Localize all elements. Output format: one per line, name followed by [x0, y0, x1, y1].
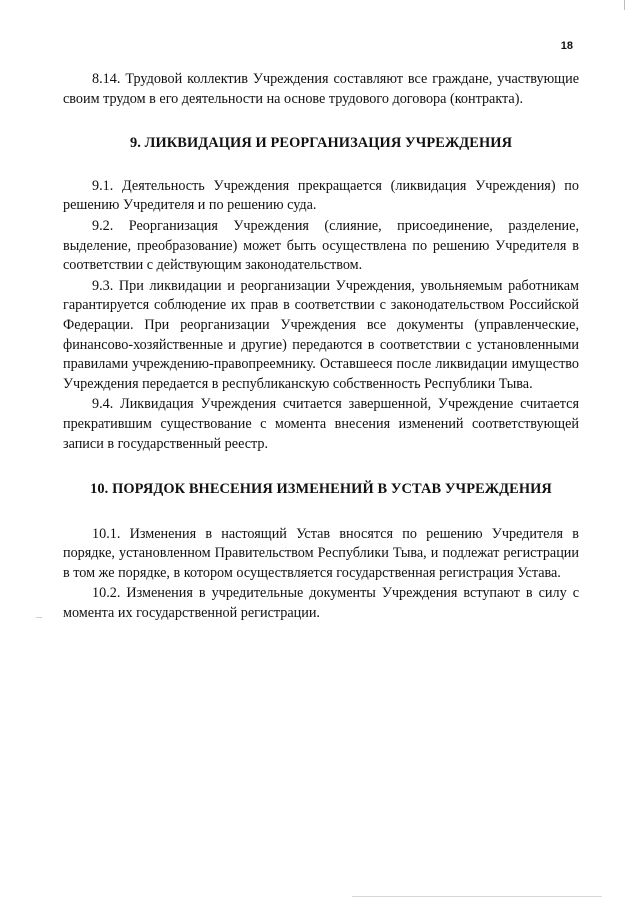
scan-bottom-rule — [352, 896, 602, 897]
scan-edge-mark — [624, 0, 625, 10]
section-heading-9: 9. ЛИКВИДАЦИЯ И РЕОРГАНИЗАЦИЯ УЧРЕЖДЕНИЯ — [129, 135, 513, 152]
section-heading-10: 10. ПОРЯДОК ВНЕСЕНИЯ ИЗМЕНЕНИЙ В УСТАВ УЧРЕЖДЕНИЯ — [90, 481, 552, 498]
scan-margin-mark — [36, 617, 42, 618]
page-number: 18 — [560, 40, 573, 52]
paragraph-10-2: 10.2. Изменения в учредительные документы Учреждения вступают в силу с момента их государственной регистрации. — [63, 585, 579, 622]
paragraph-9-3: 9.3. При ликвидации и реорганизации Учреждения, увольняемым работникам гарантируется соблюдение их прав в соответствии с законодательством Российской Федерации. При реорганизации Учреждения все документы (управленческие, финансово-хозяйственные и другие) передаются в соответствии с установленными правилами учреждению-правопреемнику. Оставшееся после ликвидации имущество Учреждения передается в республиканскую собственность Республики Тыва. — [63, 277, 579, 392]
document-body — [63, 70, 579, 625]
paragraph-9-4: 9.4. Ликвидация Учреждения считается завершенной, Учреждение считается прекратившим существование с момента внесения изменений соответствующей записи в государственный реестр. — [63, 396, 579, 452]
paragraph-9-1: 9.1. Деятельность Учреждения прекращается (ликвидация Учреждения) по решению Учредителя и по решению суда. — [63, 177, 579, 214]
paragraph-9-2: 9.2. Реорганизация Учреждения (слияние, присоединение, разделение, выделение, преобразование) может быть осуществлена по решению Учредителя в соответствии с действующим законодательством. — [63, 217, 579, 274]
paragraph-8-14: 8.14. Трудовой коллектив Учреждения составляют все граждане, участвующие своим трудом в его деятельности на основе трудового договора (контракта). — [63, 71, 579, 107]
paragraph-10-1: 10.1. Изменения в настоящий Устав вносятся по решению Учредителя в порядке, установленном Правительством Республики Тыва, и подлежат регистрации в том же порядке, в котором осуществляется государственная регистрация Устава. — [63, 525, 579, 581]
